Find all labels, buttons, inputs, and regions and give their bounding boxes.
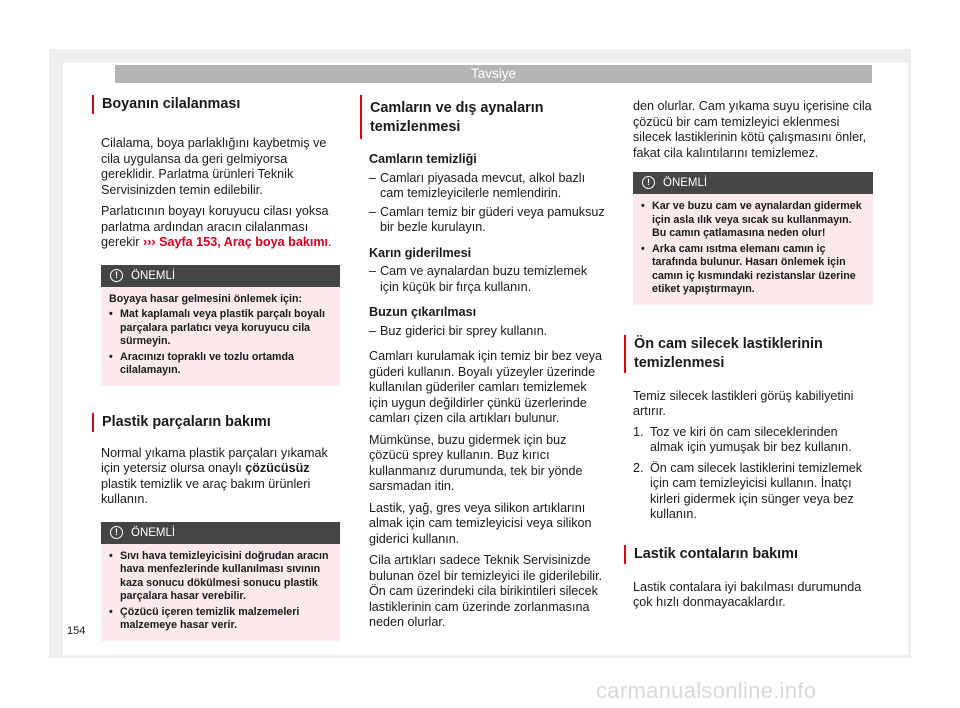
column-middle [369,95,609,631]
paragraph: Normal yıkama plastik parçaları yıkamak için yetersiz olursa onaylı çözücüsüz plastik temizlik ve araç bakım ürünleri kullanın. [101,445,328,506]
warning-header: ! ÖNEMLİ [101,522,340,544]
warning-bullet: • Kar ve buzu cam ve aynalardan gidermek için asla ılık veya sıcak su kullanmayın. Bu camın çatlamasına neden olur! [641,200,865,241]
warning-icon: ! [110,526,123,539]
page-reference-link[interactable]: ››› Sayfa 153, Araç boya bakımı [143,235,329,249]
list-item: – Buz giderici bir sprey kullanın. [369,324,609,340]
warning-icon: ! [642,176,655,189]
warning-bullet: • Sıvı hava temizleyicisini doğrudan aracın hava menfezlerinde kullanılması sıvının kaza sonucu dökülmesi sonucu plastik parçalara hasar verebilir. [109,550,332,604]
heading-paint-polishing: Boyanın cilalanması [92,95,340,114]
paragraph: Cilalama, boya parlaklığını kaybetmiş ve cila uygulansa da geri gelmiyorsa gereklidir. Parlatma ürünleri Teknik Servisinizden temin edilebilir. [101,136,327,197]
numbered-step: 1. Toz ve kiri ön cam sileceklerinden almak için yumuşak bir bez kullanın. [633,424,852,454]
warning-bullet: • Arka camı ısıtma elemanı camın iç tarafında bulunur. Hasarı önlemek için camın iç kısmındaki rezistanslar üzerine etiket yapıştırmayın. [641,243,865,297]
warning-box [101,522,340,641]
warning-bullet: • Aracınızı topraklı ve tozlu ortamda cilalamayın. [109,351,332,378]
watermark: carmanualsonline.info [596,678,817,703]
subheading: Buzun çıkarılması [369,305,477,319]
warning-text: Boyaya hasar gelmesini önlemek için: [109,292,303,305]
column-left [101,95,340,641]
warning-header: ! ÖNEMLİ [633,172,873,194]
warning-bullet: • Mat kaplamalı veya plastik parçalı boyalı parçalara parlatıcı veya koruyucu cila sürmeyin. [109,308,332,349]
heading-plastic-care: Plastik parçaların bakımı [92,413,340,432]
page-frame [49,49,911,658]
subheading: Camların temizliği [369,152,477,166]
warning-icon: ! [110,269,123,282]
paragraph: den olurlar. Cam yıkama suyu içerisine cila çözücü bir cam temizleyici eklenmesi silecek lastiklerinin kötü çalışmasını önler, fakat cila kalıntılarını temizlemez. [633,99,872,160]
list-item: – Cam ve aynalardan buzu temizlemek için küçük bir fırça kullanın. [369,264,609,295]
paragraph: Temiz silecek lastikleri görüş kabiliyetini artırır. [633,388,854,418]
heading-rubber-seals: Lastik contaların bakımı [624,545,873,564]
warning-bullet: • Çözücü içeren temizlik malzemeleri malzemeye hasar verir. [109,606,332,633]
paragraph: Lastik contalara iyi bakılması durumunda çok hızlı donmayacaklardır. [633,579,862,609]
section-banner: Tavsiye [115,65,872,83]
numbered-step: 2. Ön cam silecek lastiklerini temizlemek için cam temizleyicisi kullanın. İnatçı kirleri gidermek için sünger veya bez kullanın. [633,460,863,521]
page-number: 154 [67,625,86,637]
warning-box [633,172,873,305]
warning-box [101,265,340,386]
paragraph: Lastik, yağ, gres veya silikon artıklarını almak için cam temizleyicisi veya silikon giderici kullanın. [369,500,592,546]
warning-header: ! ÖNEMLİ [101,265,340,287]
paragraph: Mümkünse, buzu gidermek için buz çözücü sprey kullanın. Buz kırıcı kullanmanız durumunda, tek bir yönde sarsmadan itin. [369,432,583,493]
manual-page [63,63,908,655]
heading-wiper-cleaning: Ön cam silecek lastiklerinin temizlenmesi [624,335,873,373]
list-item: – Camları temiz bir güderi veya pamuksuz bir bezle kurulayın. [369,205,609,236]
paragraph: Parlatıcının boyayı koruyucu cilası yoksa parlatma ardından aracın cilalanması gerekir ››› Sayfa 153, Araç boya bakımı. [101,204,332,249]
column-right [633,99,873,611]
paragraph: Camları kurulamak için temiz bir bez veya güderi kullanın. Boyalı yüzeyler üzerinde kullanılan güderiler camları temizlemek için uygun değildirler çünkü üzerlerinde camları çizen cila artıkları bulunur. [369,349,603,425]
subheading: Karın giderilmesi [369,245,472,260]
paragraph: Cila artıkları sadece Teknik Servisinizde bulunan özel bir temizleyici ile giderilebilir. Ön cam üzerindeki cila birikintileri silecek lastiklerinin cam üzerinde zorlanmasına neden olurlar. [369,553,603,629]
list-item: – Camları piyasada mevcut, alkol bazlı cam temizleyicilerle nemlendirin. [369,171,609,202]
heading-glass-mirrors: Camların ve dış aynaların temizlenmesi [360,95,609,139]
